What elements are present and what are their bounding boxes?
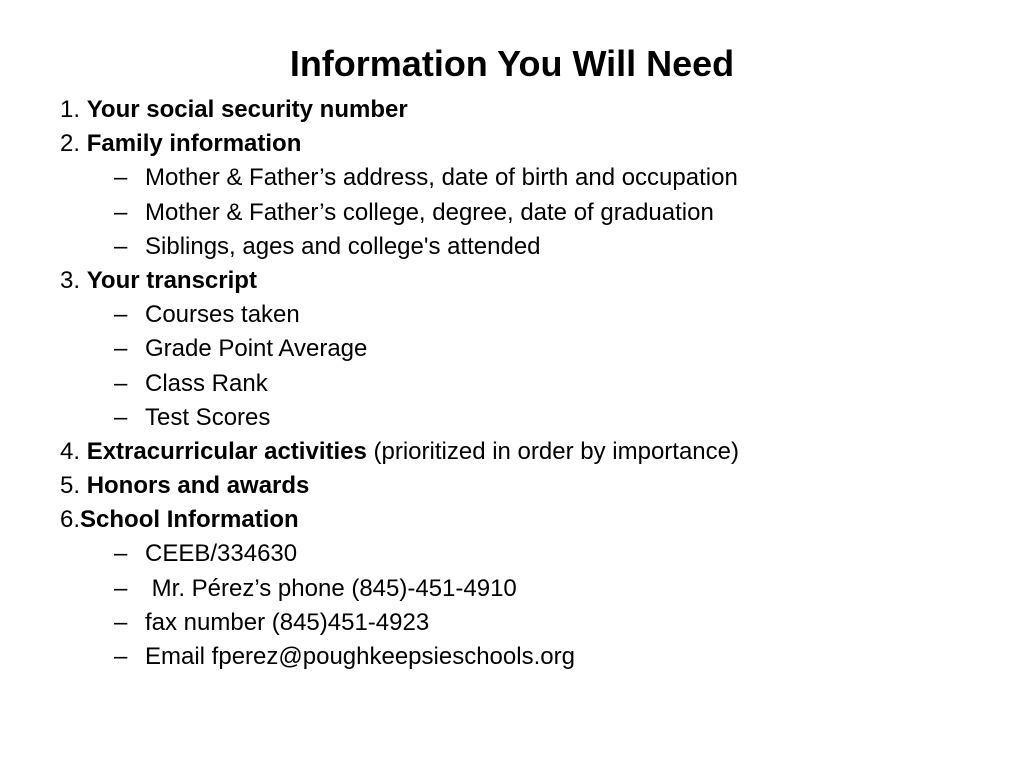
sub-item [60, 196, 1000, 230]
sub-item [60, 367, 1000, 401]
dash-marker: – [114, 198, 128, 226]
dash-marker: – [114, 164, 128, 192]
sub-item [60, 161, 1000, 195]
sub-item-text: Mr. Pérez’s phone (845)-451-4910 [145, 574, 517, 602]
sub-item [60, 572, 1000, 606]
sub-item-text: Mother & Father’s college, degree, date of graduation [145, 198, 714, 226]
item-label: Your transcript [86, 266, 257, 294]
dash-marker: – [114, 301, 128, 329]
item-number: 1. [60, 96, 87, 123]
item-number: 4. [60, 437, 87, 465]
sub-item-text: Courses taken [145, 301, 300, 329]
sub-item [60, 230, 1000, 264]
item-label: Honors and awards [86, 472, 310, 500]
list-item [60, 93, 1000, 127]
info-list [60, 93, 1000, 674]
sub-item-text: Mother & Father’s address, date of birth and occupation [145, 164, 738, 192]
item-number: 2. [60, 130, 87, 158]
item-number: 6. [60, 506, 81, 534]
sub-item [60, 640, 1000, 674]
sub-item [60, 401, 1000, 435]
item-note: (prioritized in order by importance) [366, 437, 739, 465]
sub-item-text: fax number (845)451-4923 [145, 608, 430, 636]
sub-item [60, 606, 1000, 640]
dash-marker: – [114, 369, 128, 397]
sub-item-text: Class Rank [145, 369, 268, 397]
item-label: School Information [80, 506, 299, 534]
dash-marker: – [114, 335, 128, 363]
item-label: Family information [86, 130, 302, 158]
list-item [60, 435, 1000, 469]
list-item [60, 503, 1000, 537]
sub-item-text: Email fperez@poughkeepsieschools.org [145, 643, 575, 670]
dash-marker: – [114, 608, 128, 636]
item-label: Extracurricular activities [86, 437, 367, 465]
dash-marker: – [114, 403, 128, 431]
sub-item-text: Grade Point Average [145, 335, 368, 363]
list-item [60, 127, 1000, 161]
dash-marker: – [114, 643, 128, 670]
sub-item [60, 332, 1000, 366]
list-item [60, 264, 1000, 298]
sub-item [60, 298, 1000, 332]
dash-marker: – [114, 574, 128, 602]
item-number: 3. [60, 266, 87, 294]
page-title: Information You Will Need [289, 43, 735, 84]
dash-marker: – [114, 540, 128, 568]
sub-item-text: CEEB/334630 [145, 540, 298, 568]
sub-item [60, 537, 1000, 571]
item-number: 5. [60, 472, 87, 500]
dash-marker: – [114, 232, 128, 260]
sub-item-text: Siblings, ages and college's attended [145, 232, 541, 260]
item-label: Your social security number [86, 96, 408, 123]
list-item [60, 469, 1000, 503]
sub-item-text: Test Scores [145, 403, 271, 431]
